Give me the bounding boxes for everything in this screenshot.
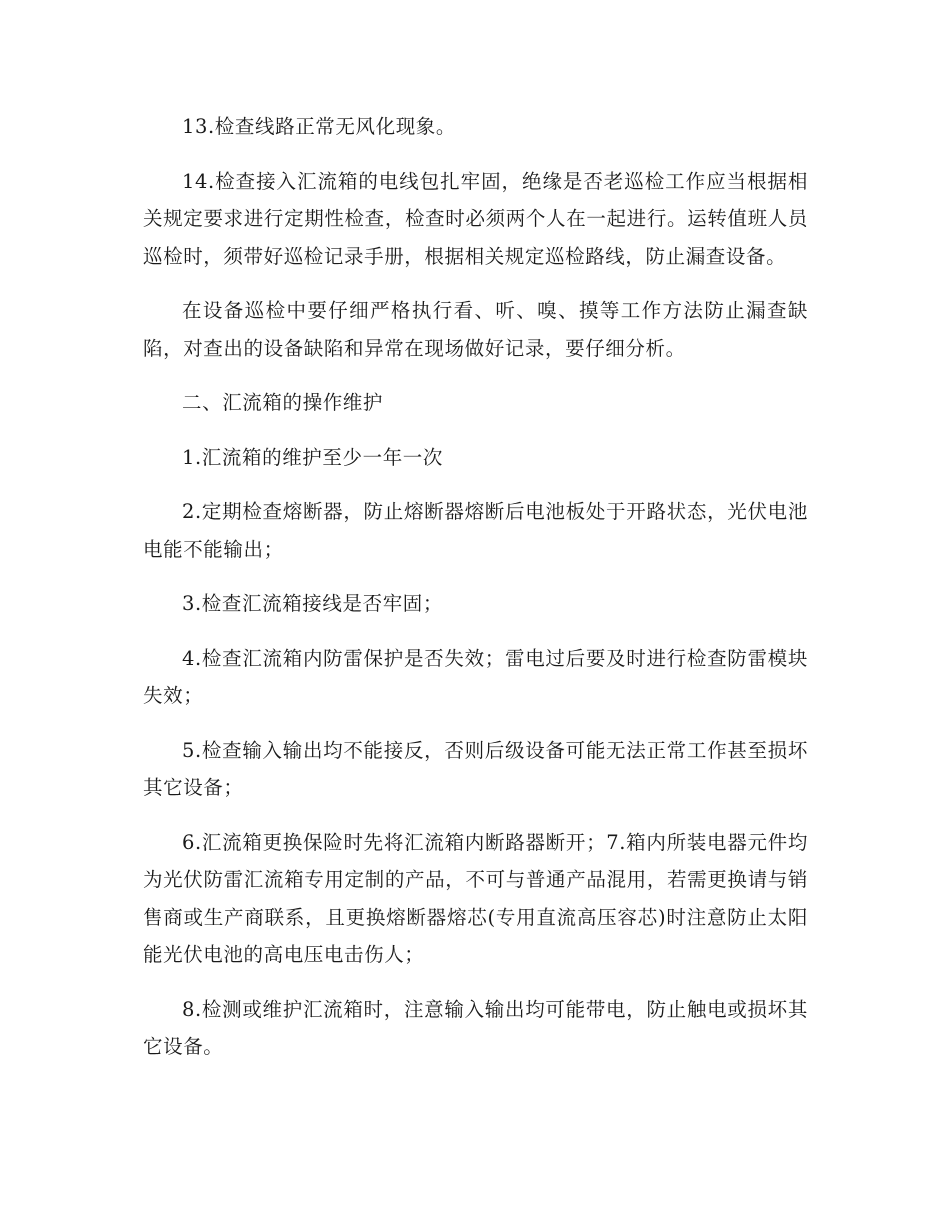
paragraph-item-2: 2.定期检查熔断器，防止熔断器熔断后电池板处于开路状态，光伏电池电能不能输出； bbox=[143, 500, 808, 561]
paragraph-item-6-7: 6.汇流箱更换保险时先将汇流箱内断路器断开；7.箱内所装电器元件均为光伏防雷汇流箱专用定制的产品，不可与普通产品混用，若需更换请与销售商或生产商联系，且更换熔断器熔芯(专用直流高压容芯)时注意防止太阳能光伏电池的高电压电击伤人； bbox=[143, 830, 808, 966]
paragraph-item-1: 1.汇流箱的维护至少一年一次 bbox=[182, 445, 444, 469]
paragraph-inspection-note: 在设备巡检中要仔细严格执行看、听、嗅、摸等工作方法防止漏查缺陷，对查出的设备缺陷和异常在现场做好记录，要仔细分析。 bbox=[143, 299, 808, 360]
document-page bbox=[143, 108, 808, 1083]
paragraph-item-4: 4.检查汇流箱内防雷保护是否失效；雷电过后要及时进行检查防雷模块失效； bbox=[143, 646, 808, 707]
paragraph-item-8: 8.检测或维护汇流箱时，注意输入输出均可能带电，防止触电或损坏其它设备。 bbox=[143, 997, 808, 1058]
section-heading: 二、汇流箱的操作维护 bbox=[182, 391, 384, 414]
paragraph-item-3: 3.检查汇流箱接线是否牢固； bbox=[182, 592, 444, 615]
paragraph-item-13: 13.检查线路正常无风化现象。 bbox=[182, 115, 457, 138]
paragraph-item-14: 14.检查接入汇流箱的电线包扎牢固，绝缘是否老巡检工作应当根据相关规定要求进行定期性检查，检查时必须两个人在一起进行。运转值班人员巡检时，须带好巡检记录手册，根据相关规定巡检路线，防止漏查设备。 bbox=[143, 169, 808, 268]
paragraph-item-5: 5.检查输入输出均不能接反，否则后级设备可能无法正常工作甚至损坏其它设备； bbox=[143, 738, 808, 799]
